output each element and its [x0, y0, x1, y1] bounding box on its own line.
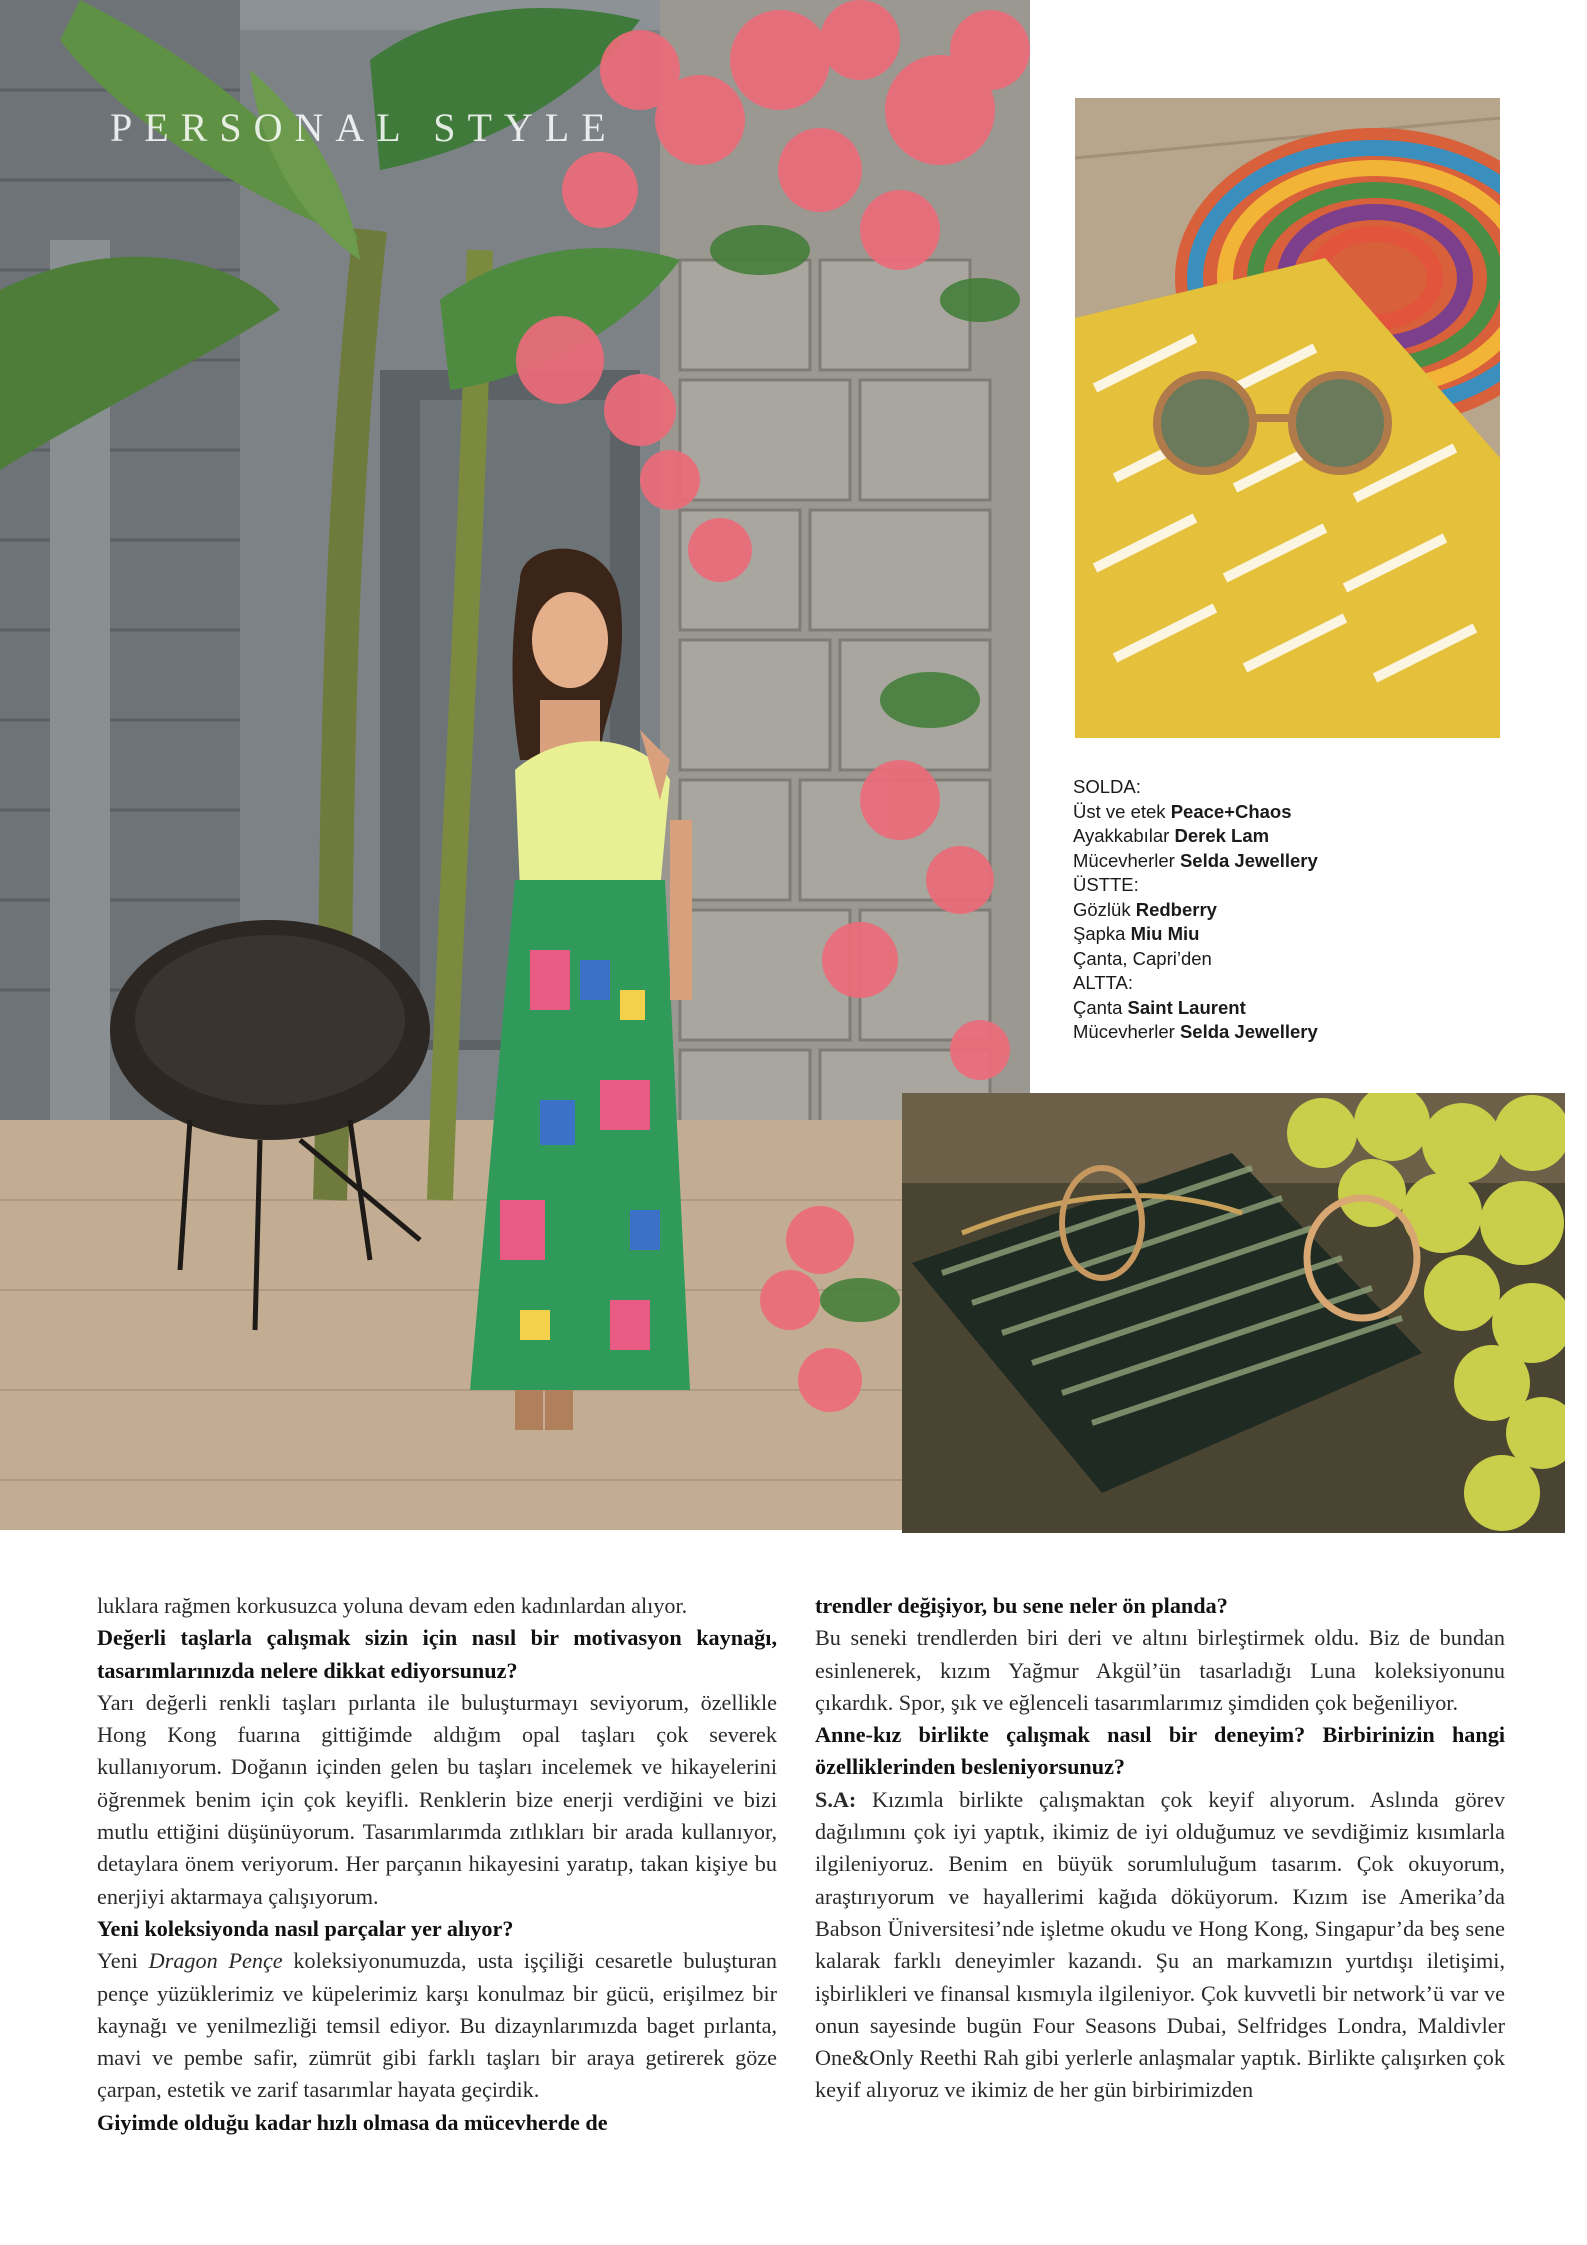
body-paragraph: Yeni Dragon Pençe koleksiyonumuzda, usta işçiliği cesaretle buluşturan pençe yüzüklerimiz ve küpelerimiz karşı konulmaz bir gücü, erişilmez bir kaynağı ve yenilmezliği temsil ediyor. Bu dizaynlarımızda baget pırlanta, mavi ve pembe safir, zümrüt gibi farklı taşları bir araya getirerek göze çarpan, estetik ve zarif tasarımlar hayata geçirdik. — [97, 1948, 777, 2103]
credit-line: Mücevherler Selda Jewellery — [1073, 849, 1318, 871]
clutch-jewellery-illustration — [902, 1093, 1565, 1533]
credit-line: Çanta, Capri’den — [1073, 947, 1212, 969]
credit-line: ÜSTTE: — [1073, 874, 1139, 895]
body-paragraph: S.A: Kızımla birlikte çalışmaktan çok keyif alıyorum. Aslında görev dağılımını çok iyi yaptık, ikimiz de iyi olduğumuz ve sevdiğimiz kısımlarla ilgileniyoruz. Benim en büyük sorumluluğum tasarım. Çok okuyorum, araştırıyorum ve hayallerimi kağıda döküyorum. Kızım ise Amerika’da Babson Üniversitesi’nde işletme okudu ve Hong Kong, Singapur’da beş sene kalarak farklı deneyimler kazandı. Şu an markamızın yurtdışı iletişimi, işbirlikleri ve finansal kısmıyla ilgileniyor. Çok kuvvetli bir network’ü var ve onun sayesinde bugün Four Seasons Dubai, Selfridges Londra, Maldivler One&Only Reethi Rah gibi yerlerle anlaşmalar yaptık. Birlikte çalışırken çok keyif alıyoruz ve ikimiz de her gün birbirimizden — [815, 1786, 1505, 2103]
credit-line: Üst ve etek Peace+Chaos — [1073, 800, 1292, 822]
speaker-initials: S.A: — [815, 1786, 857, 1812]
accessories-photo-bottom — [902, 1093, 1565, 1533]
article-column-right — [815, 1590, 1505, 2107]
credit-line: Ayakkabılar Derek Lam — [1073, 825, 1270, 846]
photo-credits — [1073, 775, 1493, 1045]
credit-line: Şapka Miu Miu — [1073, 923, 1200, 944]
hat-bag-sunglasses-illustration — [1075, 98, 1500, 738]
body-paragraph: Bu seneki trendlerden biri deri ve altını birleştirmek oldu. Biz de bundan esinlenerek, kızım Yağmur Akgül’ün tasarladığı Luna koleksiyonunu çıkardık. Spor, şık ve eğlenceli tasarımlarımız şimdiden çok beğeniliyor. — [815, 1625, 1505, 1715]
collection-name: Dragon Pençe — [148, 1948, 283, 1974]
interview-question: Değerli taşlarla çalışmak sizin için nasıl bir motivasyon kaynağı, tasarımlarınızda nelere dikkat ediyorsunuz? — [97, 1625, 777, 1683]
credit-line: ALTTA: — [1073, 972, 1133, 993]
section-label: PERSONAL STYLE — [110, 105, 618, 150]
credit-line: Mücevherler Selda Jewellery — [1073, 1021, 1318, 1042]
credit-line: Gözlük Redberry — [1073, 898, 1217, 920]
interview-question: Anne-kız birlikte çalışmak nasıl bir deneyim? Birbirinizin hangi özelliklerinden besleniyorsunuz? — [815, 1722, 1505, 1780]
interview-question: Yeni koleksiyonda nasıl parçalar yer alıyor? — [97, 1915, 514, 1941]
article-column-left — [97, 1590, 777, 2139]
interview-question: Giyimde olduğu kadar hızlı olmasa da mücevherde de — [97, 2109, 608, 2135]
accessories-photo-top — [1075, 98, 1500, 738]
credit-line: Çanta Saint Laurent — [1073, 996, 1246, 1018]
interview-question: trendler değişiyor, bu sene neler ön planda? — [815, 1593, 1228, 1618]
credit-line: SOLDA: — [1073, 776, 1141, 797]
garden-scene-illustration — [0, 0, 1030, 1530]
main-photo — [0, 0, 1030, 1530]
body-paragraph: Yarı değerli renkli taşları pırlanta ile buluşturmayı seviyorum, özellikle Hong Kong fuarına gittiğimde aldığım opal taşları çok severek kullanıyorum. Doğanın içinden gelen bu taşları incelemek ve hikayelerini öğrenmek benim için çok keyifli. Renklerin bize enerji verdiğini ve bizi mutlu ettiğini düşünüyorum. Tasarımlarımda zıtlıkları bir arada kullanıyor, detaylara önem veriyorum. Her parçanın hikayesini yaratıp, takan kişiye bu enerjiyi aktarmaya çalışıyorum. — [97, 1689, 777, 1909]
body-paragraph: luklara rağmen korkusuzca yoluna devam eden kadınlardan alıyor. — [97, 1593, 688, 1618]
